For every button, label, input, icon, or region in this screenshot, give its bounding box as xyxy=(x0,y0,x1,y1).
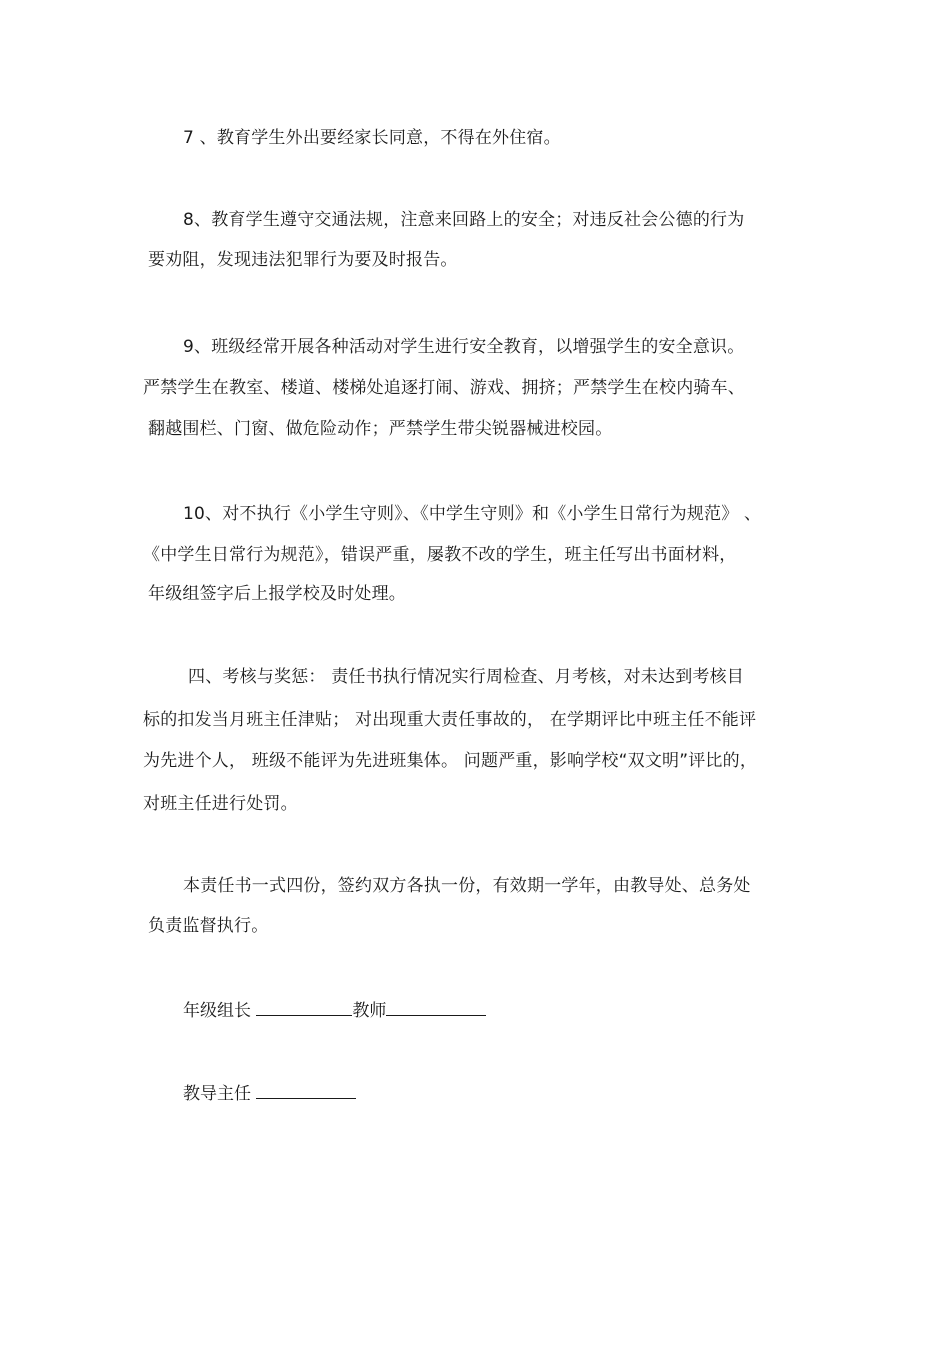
closing-line-1: 本责任书一式四份，签约双方各执一份，有效期一学年，由教导处、总务处 xyxy=(183,876,751,896)
teacher-signature-blank xyxy=(386,999,486,1016)
item-9-line-3: 翻越围栏、门窗、做危险动作；严禁学生带尖锐器械进校园。 xyxy=(148,419,613,439)
item-9-line-2: 严禁学生在教室、楼道、楼梯处追逐打闹、游戏、拥挤；严禁学生在校内骑车、 xyxy=(143,378,745,398)
signature-row-director xyxy=(183,1082,356,1105)
signature-row-grade-teacher xyxy=(183,999,486,1022)
item-7-line-1: 7 、教育学生外出要经家长同意，不得在外住宿。 xyxy=(183,128,561,148)
item-8-line-1: 8、教育学生遵守交通法规，注意来回路上的安全；对违反社会公德的行为 xyxy=(183,210,745,230)
director-signature-blank xyxy=(256,1082,356,1099)
grade-leader-label: 年级组长 xyxy=(183,1001,251,1021)
section-4-line-2: 标的扣发当月班主任津贴； 对出现重大责任事故的， 在学期评比中班主任不能评 xyxy=(143,710,757,730)
section-4-line-1: 四、考核与奖惩： 责任书执行情况实行周检查、月考核，对未达到考核目 xyxy=(188,667,745,687)
section-4-line-4: 对班主任进行处罚。 xyxy=(143,794,298,814)
closing-line-2: 负责监督执行。 xyxy=(148,916,269,936)
grade-leader-signature-blank xyxy=(256,999,352,1016)
director-label: 教导主任 xyxy=(183,1084,251,1104)
teacher-label: 教师 xyxy=(352,1001,387,1021)
item-9-line-1: 9、班级经常开展各种活动对学生进行安全教育，以增强学生的安全意识。 xyxy=(183,337,745,357)
item-8-line-2: 要劝阻，发现违法犯罪行为要及时报告。 xyxy=(148,250,458,270)
item-10-line-2: 《中学生日常行为规范》，错误严重，屡教不改的学生，班主任写出书面材料， xyxy=(143,545,737,565)
item-10-line-3: 年级组签字后上报学校及时处理。 xyxy=(148,584,406,604)
section-4-line-3: 为先进个人， 班级不能评为先进班集体。 问题严重，影响学校“双文明”评比的， xyxy=(143,751,758,771)
item-10-line-1: 10、对不执行《小学生守则》、《中学生守则》和《小学生日常行为规范》 、 xyxy=(183,504,762,524)
